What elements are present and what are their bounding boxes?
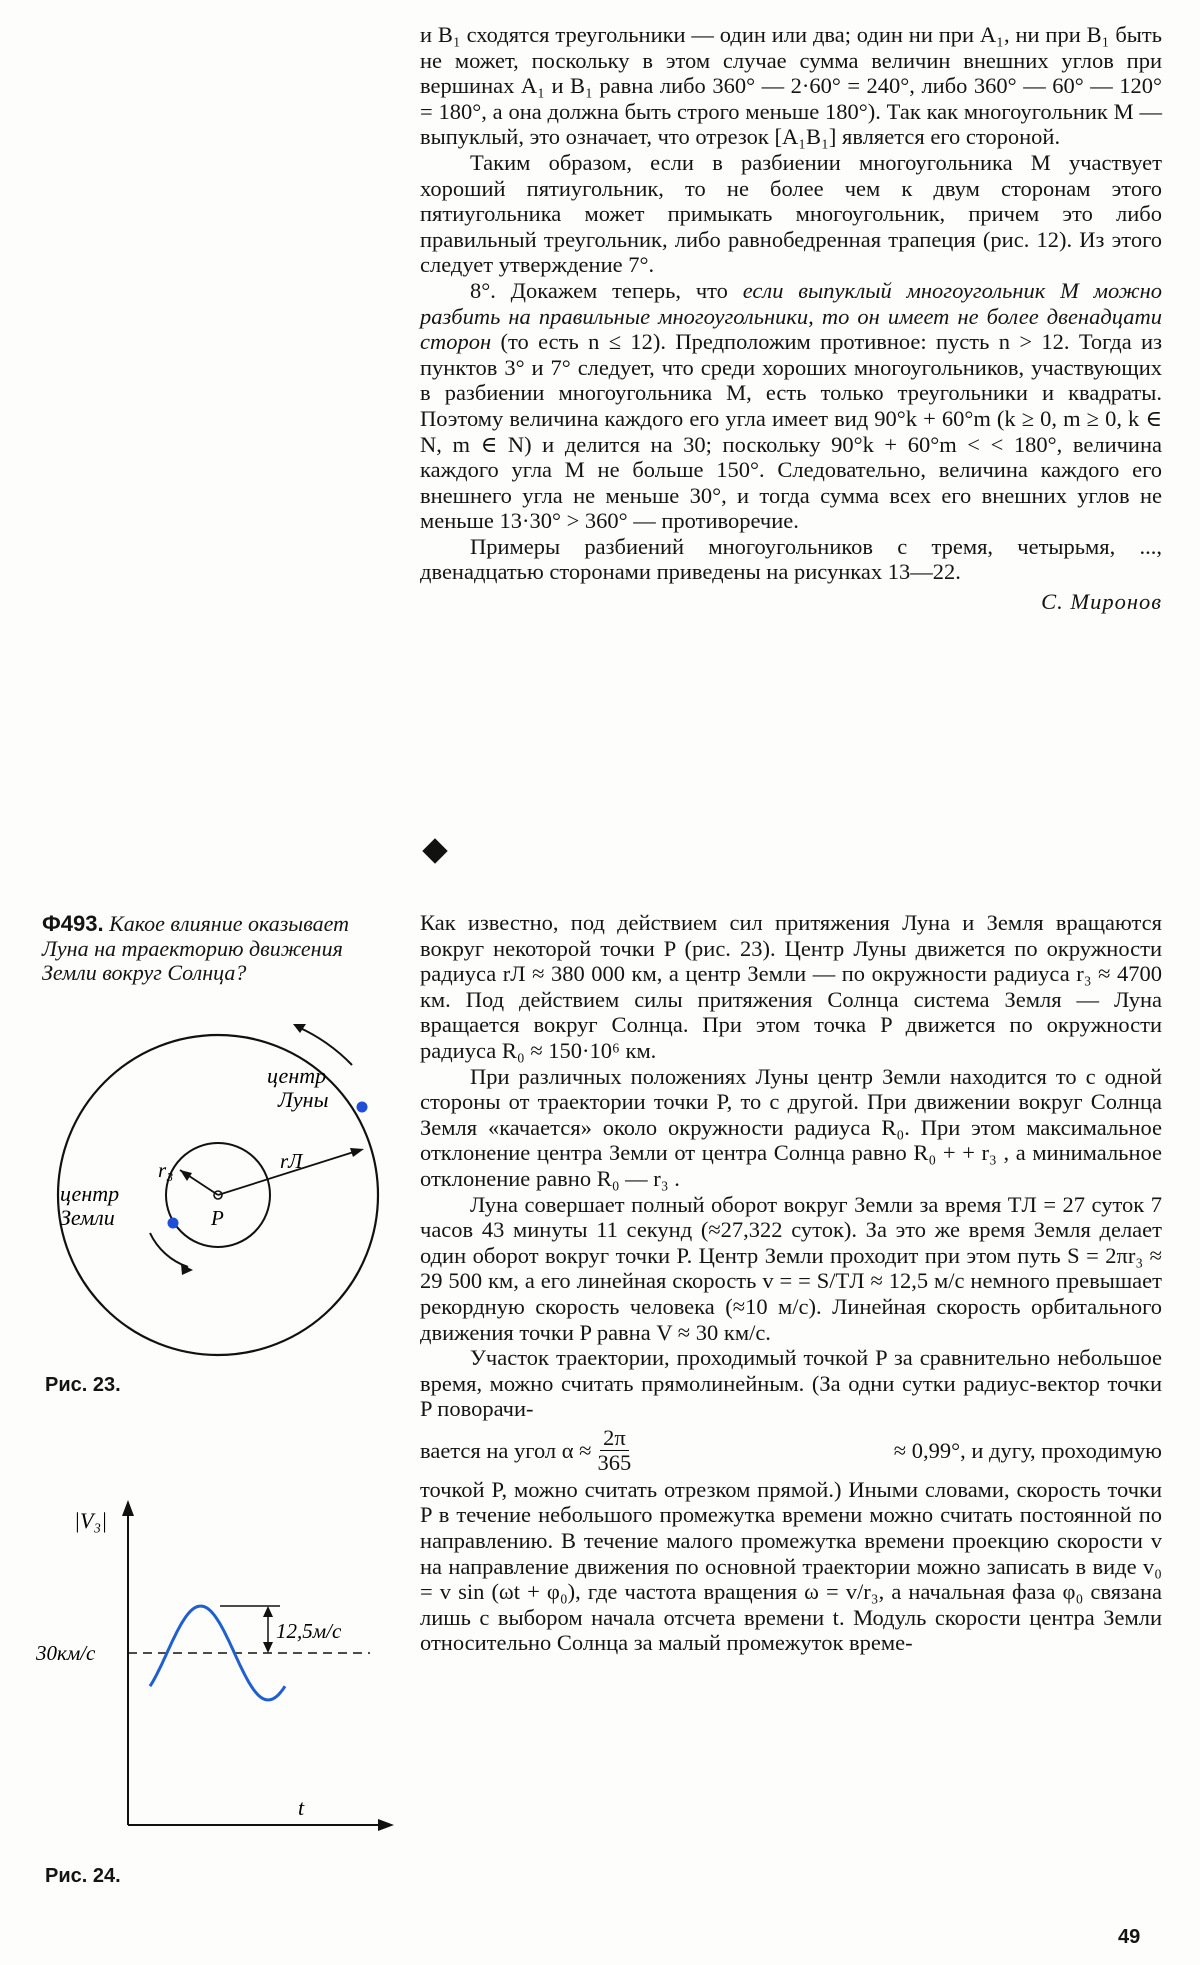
r-moon-arrowhead bbox=[350, 1148, 364, 1157]
solution-text bbox=[420, 910, 1162, 1656]
text-run: (то есть n ≤ 12). Предположим противное: пусть n > 12. Тогда из пунктов 3° и 7° следует, что среди хороших многоугольников, участвующих в разбиении многоугольника M, есть только треугольники и квадраты. Поэтому величина каждого его угла имеет вид 90°k + 60°m (k ≥ 0, m ≥ 0, k ∈ N, m ∈ N) и делится на 30; поскольку 90°k + 60°m < < 180°, величина каждого угла M не больше 150°. Следовательно, величина каждого его внешнего угла не меньше 30°, и тогда сумма всех его внешних углов не меньше 13·30° > 360° — противоречие. bbox=[420, 329, 1162, 534]
earth-label-line1: центр bbox=[60, 1181, 120, 1206]
problem-label: Ф493. bbox=[42, 911, 104, 936]
paragraph: Примеры разбиений многоугольников с тремя, четырьмя, ..., двенадцатью сторонами приведены на рисунках 13—22. bbox=[420, 533, 1162, 585]
baseline-label: 30км/с bbox=[36, 1641, 96, 1665]
amplitude-label: 12,5м/с bbox=[276, 1619, 342, 1643]
paragraph: и B₁ сходятся треугольники — один или два; один ни при A₁, ни при B₁ быть не может, поскольку в этом случае сумма величин внешних углов при вершинах A₁ и B₁ равна либо 360° — 2·60° = 240°, либо 360° — 60° — 120° = 180°, а она должна быть строго меньше 180°). Так как многоугольник M — выпуклый, это означает, что отрезок [A₁B₁] является его стороной. bbox=[420, 22, 1162, 150]
paragraph: точкой P, можно считать отрезком прямой.) Иными словами, скорость точки P в течение небольшого промежутка времени можно считать постоянной по направлению. В течение малого промежутка времени проекцию скорости v на направление движения по основной траектории можно записать в виде v₀ = v sin (ωt + φ₀), где частота вращения ω = v/r₃, а начальная фаза φ₀ связана лишь с выбором начала отсчета времени t. Модуль скорости центра Земли относительно Солнца за малый промежуток време- bbox=[420, 1476, 1162, 1656]
x-axis-label: t bbox=[298, 1795, 305, 1820]
figure-24-caption: Рис. 24. bbox=[45, 1865, 121, 1887]
figure-23-orbits bbox=[30, 1005, 400, 1360]
figure-24-velocity-graph bbox=[30, 1490, 400, 1845]
figure-23-caption: Рис. 23. bbox=[45, 1374, 121, 1396]
moon-motion-arrow-icon bbox=[293, 1024, 306, 1033]
page-number: 49 bbox=[1118, 1926, 1141, 1948]
moon-label-line1: центр bbox=[267, 1063, 327, 1088]
paragraph: При различных положениях Луны центр Земли находится то с одной стороны от траектории точки P, то с другой. При движении вокруг Солнца Земля «качается» около окружности радиуса R₀. При этом максимальное отклонение центра Земли от центра Солнца равно R₀ + + r₃ , а минимальное отклонение равно R₀ — r₃ . bbox=[420, 1063, 1162, 1191]
paragraph: Луна совершает полный оборот вокруг Земли за время TЛ = 27 суток 7 часов 43 минуты 11 секунд (≈27,322 суток). За это же время Земля делает один оборот вокруг точки P. Центр Земли проходит при этом путь S = 2πr₃ ≈ 29 500 км, а его линейная скорость v = = S/TЛ ≈ 12,5 м/с немного превышает рекордную скорость человека (≈10 м/с). Линейная скорость орбитального движения точки P равна V ≈ 30 км/с. bbox=[420, 1191, 1162, 1345]
section-separator bbox=[422, 838, 447, 863]
x-axis-arrow-icon bbox=[378, 1819, 394, 1831]
earth-center-dot bbox=[168, 1218, 179, 1229]
moon-label-line2: Луны bbox=[278, 1087, 329, 1112]
problem-question: Какое влияние оказывает Луна на траекторию движения Земли вокруг Солнца? bbox=[42, 911, 349, 985]
moon-center-dot bbox=[357, 1102, 368, 1113]
amplitude-arrow-up-icon bbox=[263, 1606, 273, 1617]
text-run: ≈ 0,99°, и дугу, проходимую bbox=[893, 1437, 1162, 1463]
r-earth-arrowhead bbox=[180, 1170, 192, 1181]
formula-line bbox=[420, 1426, 1162, 1475]
moon-motion-arc bbox=[298, 1027, 352, 1065]
earth-label-line2: Земли bbox=[60, 1205, 115, 1230]
text-run: 8°. Докажем теперь, что bbox=[470, 277, 743, 303]
italic-statement: если выпуклый многоугольник M можно разбить на правильные многоугольники, то он имеет не более двенадцати сторон bbox=[420, 277, 1162, 355]
fraction bbox=[598, 1426, 632, 1475]
r-earth-label: r₃ bbox=[158, 1158, 174, 1182]
r-moon-label: rЛ bbox=[280, 1149, 303, 1173]
fraction-numerator: 2π bbox=[600, 1426, 629, 1451]
point-p-label: P bbox=[211, 1206, 224, 1230]
paragraph: Участок траектории, проходимый точкой P за сравнительно небольшое время, можно считать прямолинейным. (За одни сутки радиус-вектор точки P поворачи- bbox=[420, 1345, 1162, 1422]
paragraph bbox=[420, 278, 1162, 534]
paragraph: Как известно, под действием сил притяжения Луна и Земля вращаются вокруг некоторой точки P (рис. 23). Центр Луны движется по окружности радиуса rЛ ≈ 380 000 км, а центр Земли — по окружности радиуса r₃ ≈ 4700 км. Под действием силы притяжения Солнца система Земля — Луна вращается вокруг Солнца. При этом точка P движется по окружности радиуса R₀ ≈ 150·10⁶ км. bbox=[420, 910, 1162, 1063]
fraction-denominator: 365 bbox=[597, 1449, 632, 1475]
previous-article-text bbox=[420, 22, 1162, 615]
earth-motion-arc bbox=[150, 1233, 188, 1267]
amplitude-arrow-down-icon bbox=[263, 1642, 273, 1653]
problem-statement bbox=[42, 912, 382, 986]
y-axis-arrow-icon bbox=[122, 1500, 134, 1516]
y-axis-label: |V₃| bbox=[74, 1508, 108, 1533]
paragraph: Таким образом, если в разбиении многоугольника M участвует хороший пятиугольник, то не более чем к двум сторонам этого пятиугольника может примыкать многоугольник, причем это либо правильный треугольник, либо равнобедренная трапеция (рис. 12). Из этого следует утверждение 7°. bbox=[420, 149, 1162, 278]
text-run: вается на угол α ≈ bbox=[420, 1437, 592, 1463]
author-signature: С. Миронов bbox=[1041, 589, 1162, 615]
